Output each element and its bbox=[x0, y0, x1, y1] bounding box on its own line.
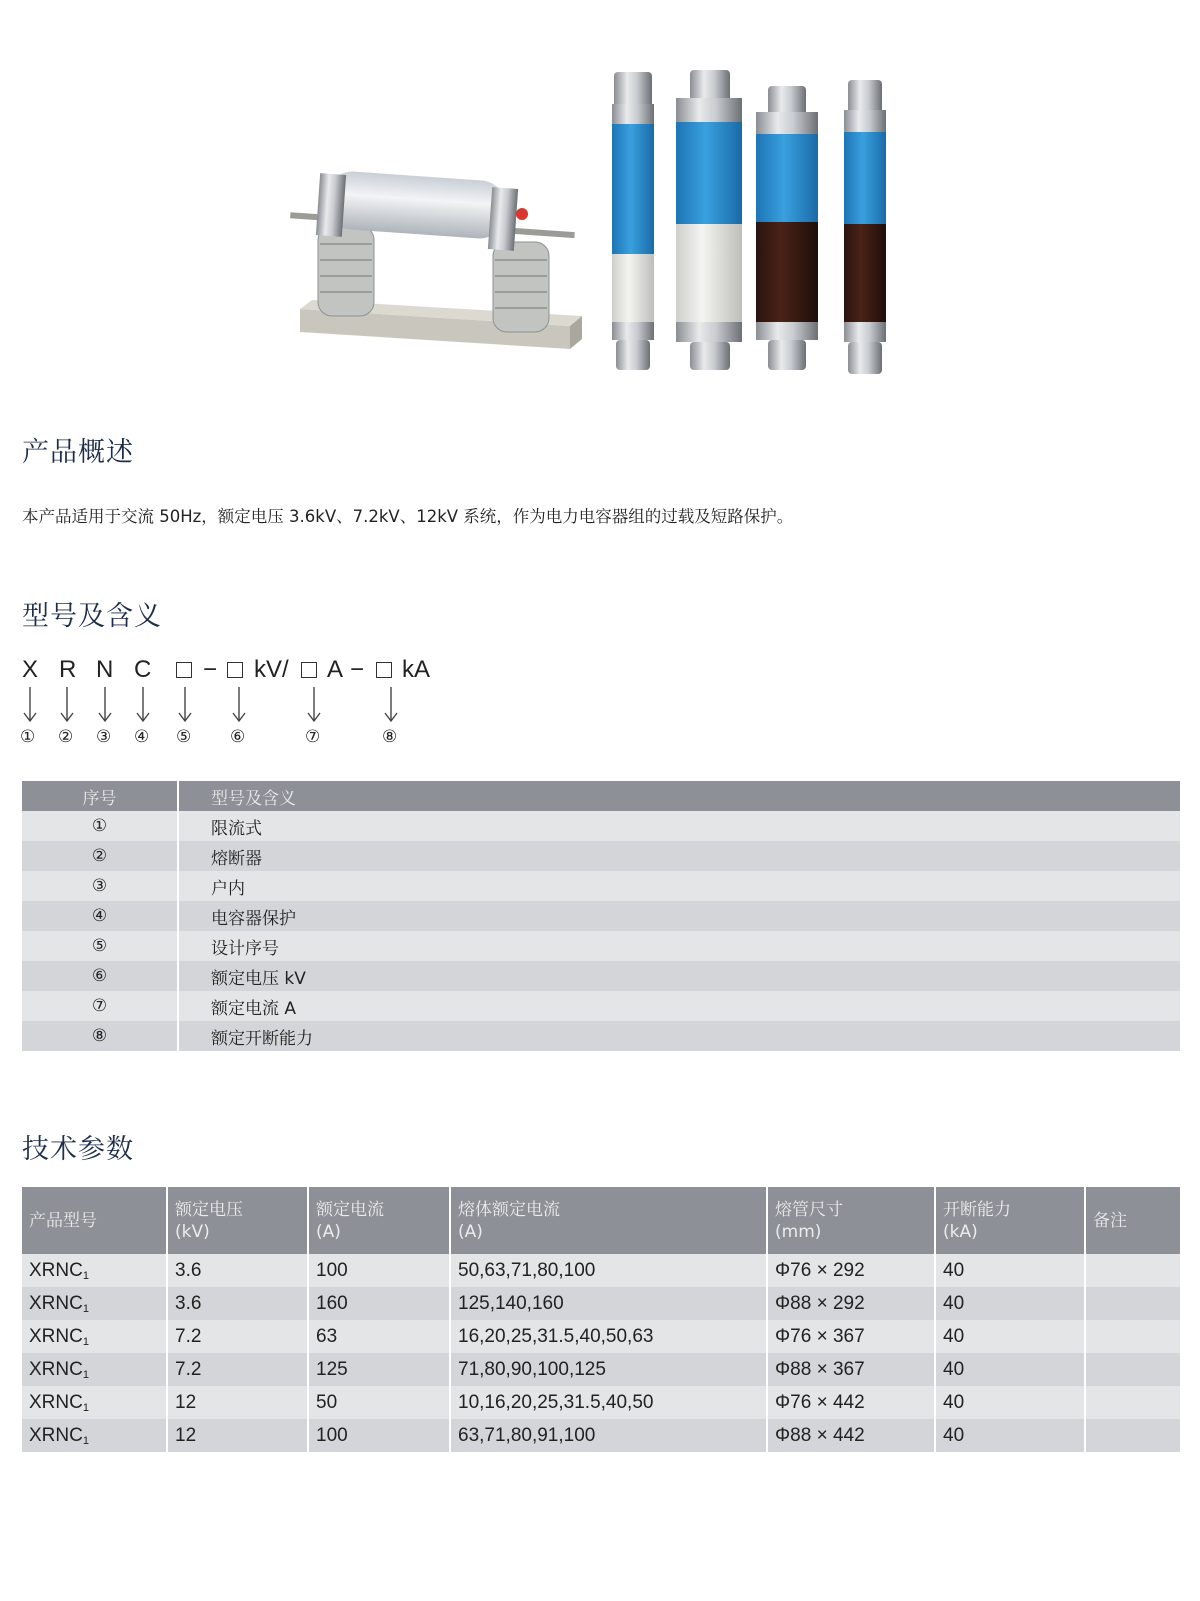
table-row bbox=[22, 1386, 1180, 1419]
fuse-white-2 bbox=[676, 70, 742, 370]
column-header-fuse-current: 熔体额定电流 (A) bbox=[450, 1187, 767, 1254]
code-placeholder-box bbox=[301, 662, 317, 678]
row-number: ⑦ bbox=[22, 991, 178, 1021]
down-arrow-icon bbox=[384, 687, 398, 723]
cell-breaking: 40 bbox=[935, 1386, 1085, 1419]
cell-voltage: 12 bbox=[167, 1386, 308, 1419]
code-letter-x: X bbox=[22, 656, 39, 683]
code-dash: − bbox=[203, 656, 218, 683]
cell-tube-size: Φ88 × 367 bbox=[767, 1353, 935, 1386]
table-row bbox=[22, 1254, 1180, 1287]
column-header-breaking: 开断能力 (kA) bbox=[935, 1187, 1085, 1254]
cell-tube-size: Φ88 × 442 bbox=[767, 1419, 935, 1452]
code-placeholder-box bbox=[376, 662, 392, 678]
cell-fuse-current: 125,140,160 bbox=[450, 1287, 767, 1320]
cell-note bbox=[1085, 1353, 1180, 1386]
overview-text: 本产品适用于交流 50Hz，额定电压 3.6kV、7.2kV、12kV 系统，作为电力电容器组的过载及短路保护。 bbox=[22, 507, 794, 526]
code-placeholder-box bbox=[176, 662, 192, 678]
cell-voltage: 3.6 bbox=[167, 1287, 308, 1320]
marker-2: ② bbox=[58, 727, 74, 747]
code-letter-r: R bbox=[59, 656, 77, 683]
table-row bbox=[22, 961, 1180, 991]
cell-note bbox=[1085, 1254, 1180, 1287]
cell-breaking: 40 bbox=[935, 1287, 1085, 1320]
table-row bbox=[22, 931, 1180, 961]
table-row bbox=[22, 1320, 1180, 1353]
row-number: ③ bbox=[22, 871, 178, 901]
row-meaning: 额定开断能力 bbox=[178, 1021, 1180, 1051]
cell-note bbox=[1085, 1287, 1180, 1320]
column-header-meaning: 型号及含义 bbox=[178, 781, 1180, 811]
cell-voltage: 7.2 bbox=[167, 1353, 308, 1386]
fuse-base-assembly bbox=[290, 170, 582, 349]
row-number: ④ bbox=[22, 901, 178, 931]
table-header-row bbox=[22, 781, 1180, 811]
cell-fuse-current: 63,71,80,91,100 bbox=[450, 1419, 767, 1452]
cell-current: 160 bbox=[308, 1287, 450, 1320]
model-meaning-table bbox=[22, 781, 1180, 1051]
marker-7: ⑦ bbox=[305, 727, 321, 747]
cell-tube-size: Φ76 × 292 bbox=[767, 1254, 935, 1287]
row-meaning: 设计序号 bbox=[178, 931, 1180, 961]
column-header-number: 序号 bbox=[22, 781, 178, 811]
down-arrow-icon bbox=[23, 687, 37, 723]
cell-fuse-current: 16,20,25,31.5,40,50,63 bbox=[450, 1320, 767, 1353]
row-meaning: 额定电流 A bbox=[178, 991, 1180, 1021]
cell-current: 63 bbox=[308, 1320, 450, 1353]
row-number: ② bbox=[22, 841, 178, 871]
down-arrow-icon bbox=[307, 687, 321, 723]
cell-note bbox=[1085, 1386, 1180, 1419]
cell-current: 50 bbox=[308, 1386, 450, 1419]
row-number: ⑤ bbox=[22, 931, 178, 961]
cell-breaking: 40 bbox=[935, 1320, 1085, 1353]
code-placeholder-box bbox=[227, 662, 243, 678]
cell-fuse-current: 10,16,20,25,31.5,40,50 bbox=[450, 1386, 767, 1419]
row-number: ⑥ bbox=[22, 961, 178, 991]
code-dash: − bbox=[350, 656, 365, 683]
column-header-voltage: 额定电压 (kV) bbox=[167, 1187, 308, 1254]
row-meaning: 额定电压 kV bbox=[178, 961, 1180, 991]
row-meaning: 电容器保护 bbox=[178, 901, 1180, 931]
cell-model: $XRNC_1$ bbox=[22, 1254, 167, 1287]
cell-voltage: 7.2 bbox=[167, 1320, 308, 1353]
cell-model: $XRNC_1$ bbox=[22, 1386, 167, 1419]
product-photo bbox=[290, 64, 910, 394]
cell-breaking: 40 bbox=[935, 1254, 1085, 1287]
marker-6: ⑥ bbox=[230, 727, 246, 747]
cell-tube-size: Φ76 × 367 bbox=[767, 1320, 935, 1353]
cell-voltage: 3.6 bbox=[167, 1254, 308, 1287]
column-header-tube-size: 熔管尺寸 (mm) bbox=[767, 1187, 935, 1254]
fuse-white-1 bbox=[612, 72, 654, 370]
table-row bbox=[22, 991, 1180, 1021]
marker-8: ⑧ bbox=[382, 727, 398, 747]
overview-heading: 产品概述 bbox=[22, 437, 134, 468]
fuse-brown-2 bbox=[844, 80, 886, 374]
fuse-brown-1 bbox=[756, 86, 818, 370]
table-row bbox=[22, 811, 1180, 841]
row-number: ① bbox=[22, 811, 178, 841]
table-row bbox=[22, 1353, 1180, 1386]
row-meaning: 户内 bbox=[178, 871, 1180, 901]
cell-current: 125 bbox=[308, 1353, 450, 1386]
cell-tube-size: Φ88 × 292 bbox=[767, 1287, 935, 1320]
table-row bbox=[22, 871, 1180, 901]
tech-heading: 技术参数 bbox=[22, 1134, 134, 1165]
down-arrow-icon bbox=[178, 687, 192, 723]
code-unit-a: A bbox=[327, 656, 344, 683]
cell-voltage: 12 bbox=[167, 1419, 308, 1452]
down-arrow-icon bbox=[136, 687, 150, 723]
code-unit-ka: kA bbox=[402, 656, 431, 683]
cell-note bbox=[1085, 1419, 1180, 1452]
cell-model: $XRNC_1$ bbox=[22, 1353, 167, 1386]
cell-fuse-current: 71,80,90,100,125 bbox=[450, 1353, 767, 1386]
marker-5: ⑤ bbox=[176, 727, 192, 747]
column-header-note: 备注 bbox=[1085, 1187, 1180, 1254]
down-arrow-icon bbox=[98, 687, 112, 723]
column-header-current: 额定电流 (A) bbox=[308, 1187, 450, 1254]
row-meaning: 熔断器 bbox=[178, 841, 1180, 871]
table-header-row bbox=[22, 1187, 1180, 1254]
code-letter-c: C bbox=[134, 656, 152, 683]
cell-note bbox=[1085, 1320, 1180, 1353]
row-number: ⑧ bbox=[22, 1021, 178, 1051]
marker-3: ③ bbox=[96, 727, 112, 747]
code-letter-n: N bbox=[96, 656, 114, 683]
cell-breaking: 40 bbox=[935, 1353, 1085, 1386]
model-heading: 型号及含义 bbox=[22, 601, 162, 632]
table-row bbox=[22, 1419, 1180, 1452]
cell-current: 100 bbox=[308, 1254, 450, 1287]
cell-fuse-current: 50,63,71,80,100 bbox=[450, 1254, 767, 1287]
table-row bbox=[22, 1021, 1180, 1051]
table-row bbox=[22, 841, 1180, 871]
marker-1: ① bbox=[20, 727, 36, 747]
tech-parameters-table bbox=[22, 1187, 1180, 1452]
code-unit-kv: kV/ bbox=[254, 656, 289, 683]
down-arrow-icon bbox=[232, 687, 246, 723]
marker-4: ④ bbox=[134, 727, 150, 747]
cell-breaking: 40 bbox=[935, 1419, 1085, 1452]
column-header-model: 产品型号 bbox=[22, 1187, 167, 1254]
table-row bbox=[22, 901, 1180, 931]
cell-tube-size: Φ76 × 442 bbox=[767, 1386, 935, 1419]
cell-model: $XRNC_1$ bbox=[22, 1287, 167, 1320]
row-meaning: 限流式 bbox=[178, 811, 1180, 841]
down-arrow-icon bbox=[60, 687, 74, 723]
cell-model: $XRNC_1$ bbox=[22, 1320, 167, 1353]
cell-current: 100 bbox=[308, 1419, 450, 1452]
cell-model: $XRNC_1$ bbox=[22, 1419, 167, 1452]
table-row bbox=[22, 1287, 1180, 1320]
